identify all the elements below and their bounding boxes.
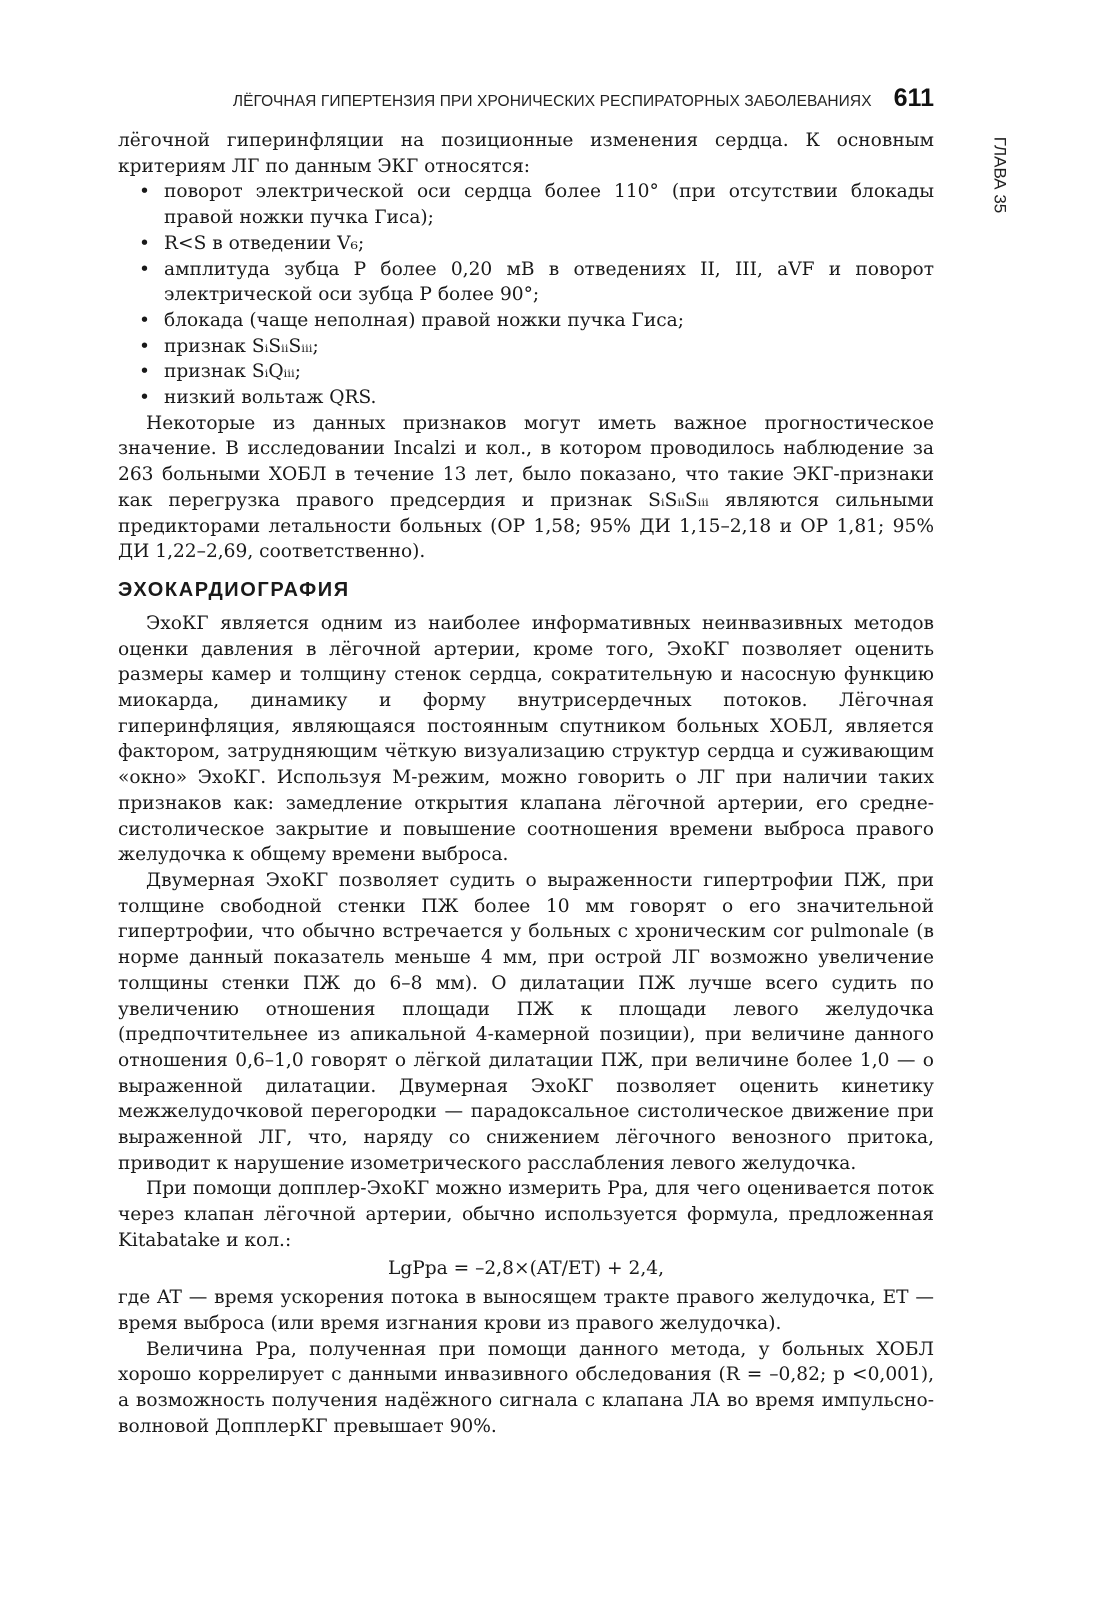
list-item: • блокада (чаще неполная) правой ножки пучка Гиса; [164, 308, 934, 334]
running-header [118, 84, 934, 118]
doppler-paragraph: При помощи допплер-ЭхоКГ можно измерить Ppa, для чего оценивается поток через клапан лёгочной артерии, обычно используется формула, предложенная Kitabatake и кол.: [118, 1178, 934, 1251]
section-heading: ЭХОКАРДИОГРАФИЯ [118, 578, 350, 601]
list-item: • признак SᵢQᵢᵢᵢ; [164, 359, 934, 385]
prognosis-paragraph: Некоторые из данных признаков могут иметь важное прогностическое значение. В исследовании Incalzi и кол., в котором проводилось наблюдение за 263 больными ХОБЛ в течение 13 лет, было показано, что такие ЭКГ-признаки как перегрузка правого предсердия и признак SᵢSᵢᵢSᵢᵢᵢ являются сильными предикторами летальности больных (ОР 1,58; 95% ДИ 1,15–2,18 и ОР 1,81; 95% ДИ 1,22–2,69, соответственно). [118, 412, 934, 563]
echo-intro-paragraph: ЭхоКГ является одним из наиболее информативных неинвазивных методов оценки давления в лёгочной артерии, кроме того, ЭхоКГ позволяет оценить размеры камер и толщину стенок сердца, сократительную и насосную функцию миокарда, динамику и форму внутрисердечных потоков. Лёгочная гиперинфляция, являющаяся постоянным спутником больных ХОБЛ, является фактором, затрудняющим чёткую визуализацию структур сердца и суживающим «окно» ЭхоКГ. Используя М-режим, можно говорить о ЛГ при наличии таких признаков как: замедление открытия клапана лёгочной артерии, его средне-систолическое закрытие и повышение соотношения времени выброса правого желудочка к общему времени выброса. [118, 612, 934, 866]
page-number: 611 [893, 84, 934, 112]
body-text [118, 128, 934, 1439]
kitabatake-formula: LgPpa = –2,8×(AT/ET) + 2,4, [387, 1257, 665, 1279]
list-item: • поворот электрической оси сердца более 110° (при отсутствии блокады правой ножки пучка Гиса); [164, 179, 934, 230]
running-title: ЛЁГОЧНАЯ ГИПЕРТЕНЗИЯ ПРИ ХРОНИЧЕСКИХ РЕСПИРАТОРНЫХ ЗАБОЛЕВАНИЯХ [232, 93, 872, 110]
correlation-paragraph: Величина Ppa, полученная при помощи данного метода, у больных ХОБЛ хорошо коррелирует с данными инвазивного обследования (R = –0,82; p <0,001), а возможность получения надёжного сигнала с клапана ЛА во время импульсно-волновой ДопплерКГ превышает 90%. [118, 1338, 934, 1437]
list-item: • признак SᵢSᵢᵢSᵢᵢᵢ; [164, 334, 934, 360]
two-dimensional-echo-paragraph: Двумерная ЭхоКГ позволяет судить о выраженности гипертрофии ПЖ, при толщине свободной стенки ПЖ более 10 мм говорят о его значительной гипертрофии, что обычно встречается у больных с хроническим cor pulmonale (в норме данный показатель меньше 4 мм, при острой ЛГ возможно увеличение толщины стенки ПЖ до 6–8 мм). О дилатации ПЖ лучше всего судить по увеличению отношения площади ПЖ к площади левого желудочка (предпочтительнее из апикальной 4-камерной позиции), при величине данного отношения 0,6–1,0 говорят о лёгкой дилатации ПЖ, при величине более 1,0 — о выраженной дилатации. Двумерная ЭхоКГ позволяет оценить кинетику межжелудочковой перегородки — парадоксальное систолическое движение при выраженной ЛГ, что, наряду со снижением лёгочного венозного притока, приводит к нарушение изометрического расслабления левого желудочка. [118, 869, 934, 1174]
list-item: • амплитуда зубца P более 0,20 мВ в отведениях II, III, aVF и поворот электрической оси зубца P более 90°; [164, 257, 934, 308]
chapter-tab [985, 125, 1013, 225]
list-item: • низкий вольтаж QRS. [164, 385, 934, 411]
chapter-tab-label: ГЛАВА 35 [990, 136, 1009, 214]
intro-paragraph: лёгочной гиперинфляции на позиционные изменения сердца. К основным критериям ЛГ по данным ЭКГ относятся: [118, 130, 934, 177]
formula-explanation: где AT — время ускорения потока в выносящем тракте правого желудочка, ET — время выброса (или время изгнания крови из правого желудочка). [118, 1287, 934, 1334]
list-item: • R<S в отведении V₆; [164, 231, 934, 257]
ecg-criteria-list [118, 179, 934, 410]
